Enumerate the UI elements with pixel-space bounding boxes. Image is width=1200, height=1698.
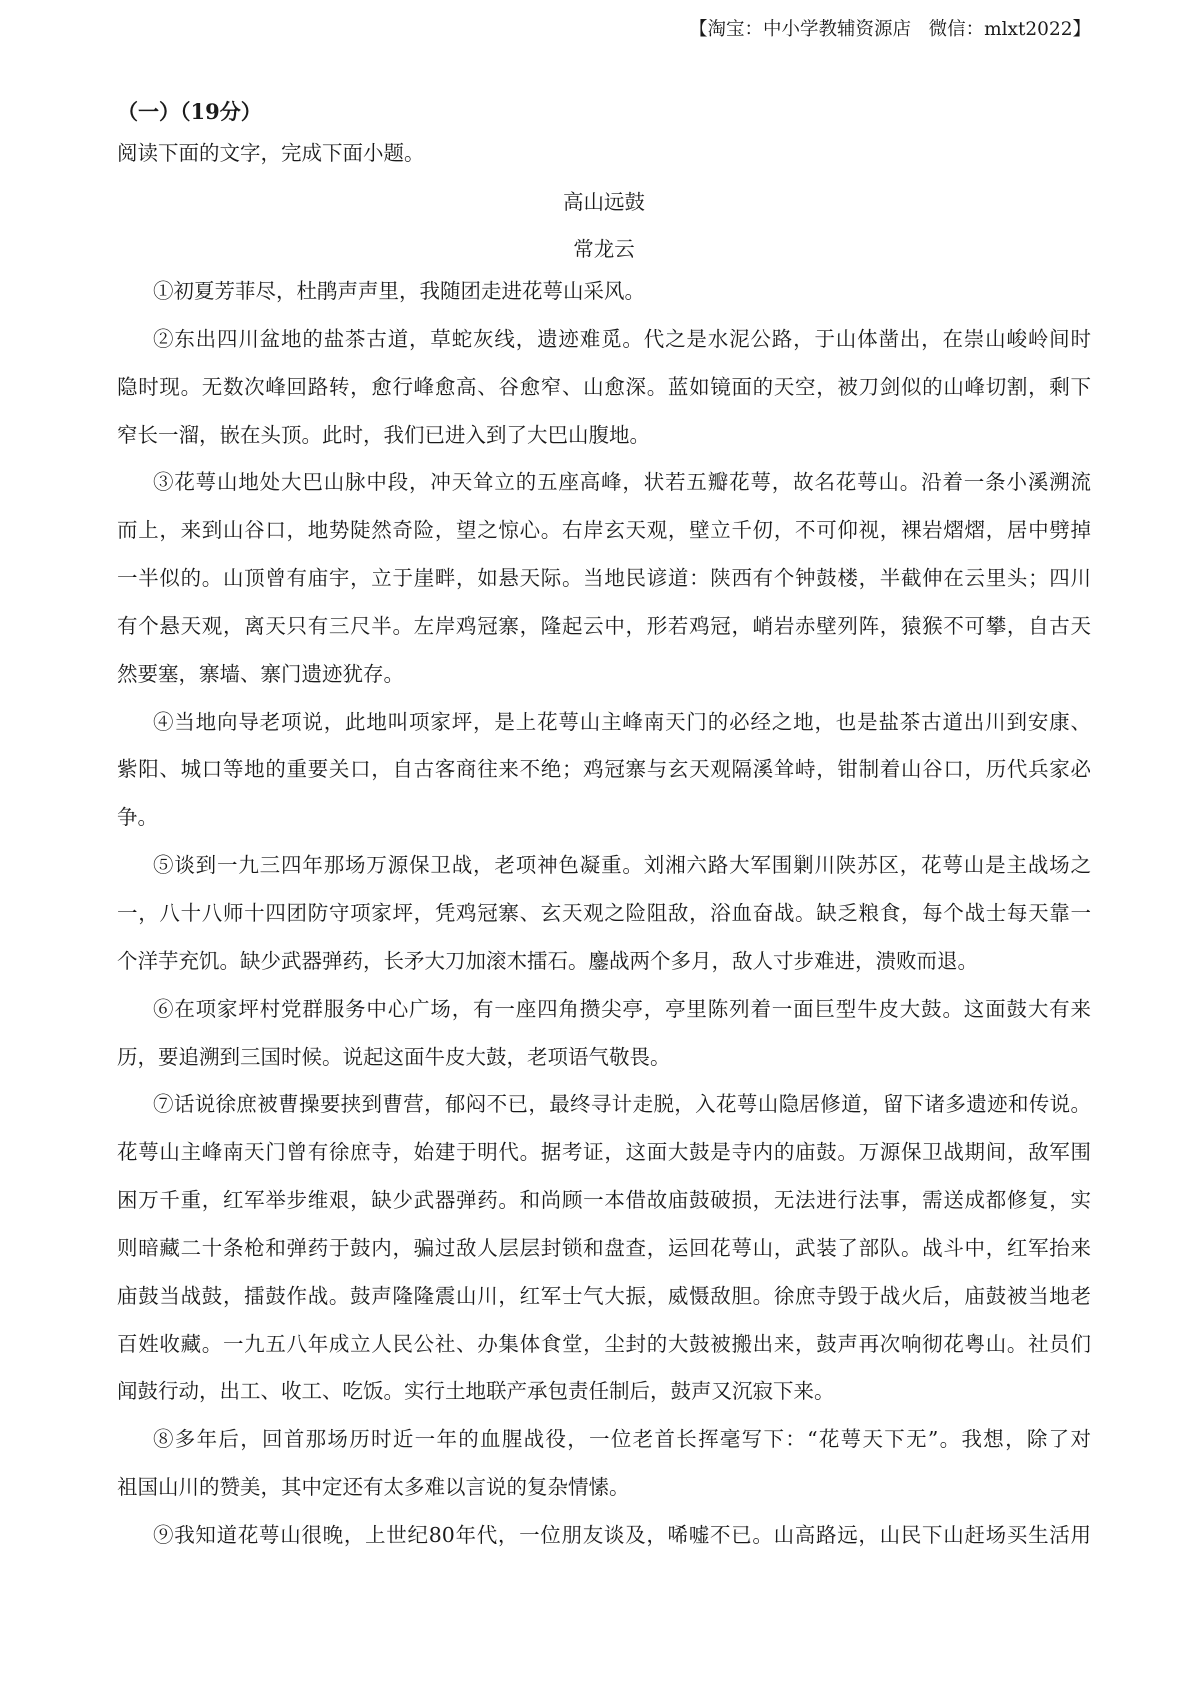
article-body [117,268,1091,1560]
paragraph-line: ②东出四川盆地的盐茶古道，草蛇灰线，遗迹难觅。代之是水泥公路，于山体凿出，在崇山峻岭间时 [153,326,1091,351]
article-author: 常龙云 [573,237,635,261]
paragraph-line: ⑤谈到一九三四年那场万源保卫战，老项神色凝重。刘湘六路大军围剿川陕苏区，花萼山是主战场之 [153,853,1091,878]
paragraph-line: ③花萼山地处大巴山脉中段，冲天耸立的五座高峰，状若五瓣花萼，故名花萼山。沿着一条小溪溯流 [153,470,1091,495]
paragraph-line: 则暗藏二十条枪和弹药于鼓内，骗过敌人层层封锁和盘查，运回花萼山，武装了部队。战斗中，红军抬来 [117,1235,1091,1260]
paragraph-line: ⑥在项家坪村党群服务中心广场，有一座四角攒尖亭，亭里陈列着一面巨型牛皮大鼓。这面鼓大有来 [153,996,1091,1021]
paragraph-9 [117,1512,1091,1560]
paragraph-line: 庙鼓当战鼓，擂鼓作战。鼓声隆隆震山川，红军士气大振，威慑敌胆。徐庶寺毁于战火后，庙鼓被当地老 [117,1283,1091,1308]
paragraph-line: 困万千重，红军举步维艰，缺少武器弹药。和尚顾一本借故庙鼓破损，无法进行法事，需送成都修复，实 [117,1188,1091,1213]
paragraph-line: 一半似的。山顶曾有庙宇，立于崖畔，如悬天际。当地民谚道：陕西有个钟鼓楼，半截伸在云里头；四川 [117,566,1091,591]
paragraph-line: 隐时现。无数次峰回路转，愈行峰愈高、谷愈窄、山愈深。蓝如镜面的天空，被刀剑似的山峰切割，剩下 [117,374,1091,399]
paragraph-line: 历，要追溯到三国时候。说起这面牛皮大鼓，老项语气敬畏。 [117,1044,671,1069]
paragraph-line: 紫阳、城口等地的重要关口，自古客商往来不绝；鸡冠寨与玄天观隔溪耸峙，钳制着山谷口，历代兵家必 [117,757,1091,782]
paragraph-line: 有个悬天观，离天只有三尺半。左岸鸡冠寨，隆起云中，形若鸡冠，峭岩赤壁列阵，猿猴不可攀，自古天 [117,613,1091,638]
paragraph-line: 花萼山主峰南天门曾有徐庶寺，始建于明代。据考证，这面大鼓是寺内的庙鼓。万源保卫战期间，敌军围 [117,1140,1091,1165]
paragraph-line: 祖国山川的赞美，其中定还有太多难以言说的复杂情愫。 [117,1475,630,1500]
paragraph-6 [117,986,1091,1082]
paragraph-4 [117,699,1091,843]
paragraph-line: 个洋芋充饥。缺少武器弹药，长矛大刀加滚木擂石。鏖战两个多月，敌人寸步难进，溃败而退。 [117,948,978,973]
paragraph-1 [117,268,1091,316]
paragraph-line: 而上，来到山谷口，地势陡然奇险，望之惊心。右岸玄天观，壁立千仞，不可仰视，裸岩熠熠，居中劈掉 [117,518,1091,543]
paragraph-7 [117,1081,1091,1416]
watermark-text: 【淘宝：中小学教辅资源店 微信：mlxt2022】 [688,19,1091,40]
paragraph-line: ①初夏芳菲尽，杜鹃声声里，我随团走进花萼山采风。 [153,279,645,303]
section-label: （一）（19分） [117,99,262,124]
paragraph-5 [117,842,1091,986]
paragraph-line: 争。 [117,805,158,830]
paragraph-line: ⑦话说徐庶被曹操要挟到曹营，郁闷不已，最终寻计走脱，入花萼山隐居修道，留下诸多遗迹和传说。 [153,1092,1091,1117]
paragraph-line: 一，八十八师十四团防守项家坪，凭鸡冠寨、玄天观之险阻敌，浴血奋战。缺乏粮食，每个战士每天靠一 [117,900,1091,925]
paragraph-line: 闻鼓行动，出工、收工、吃饭。实行土地联产承包责任制后，鼓声又沉寂下来。 [117,1379,835,1404]
article-title: 高山远鼓 [563,190,645,214]
paragraph-2 [117,316,1091,460]
paragraph-line: ⑧多年后，回首那场历时近一年的血腥战役，一位老首长挥毫写下：“花萼天下无”。我想，除了对 [153,1427,1091,1452]
paragraph-line: 然要塞，寨墙、寨门遗迹犹存。 [117,661,404,686]
paragraph-line: 窄长一溜，嵌在头顶。此时，我们已进入到了大巴山腹地。 [117,422,650,447]
paragraph-3 [117,459,1091,698]
paragraph-8 [117,1416,1091,1512]
paragraph-line: ⑨我知道花萼山很晚，上世纪80年代，一位朋友谈及，唏嘘不已。山高路远，山民下山赶场买生活用 [153,1522,1091,1547]
paragraph-line: ④当地向导老项说，此地叫项家坪，是上花萼山主峰南天门的必经之地，也是盐茶古道出川到安康、 [153,709,1091,734]
paragraph-line: 百姓收藏。一九五八年成立人民公社、办集体食堂，尘封的大鼓被搬出来，鼓声再次响彻花粤山。社员们 [117,1331,1091,1356]
reading-instruction: 阅读下面的文字，完成下面小题。 [117,141,425,165]
